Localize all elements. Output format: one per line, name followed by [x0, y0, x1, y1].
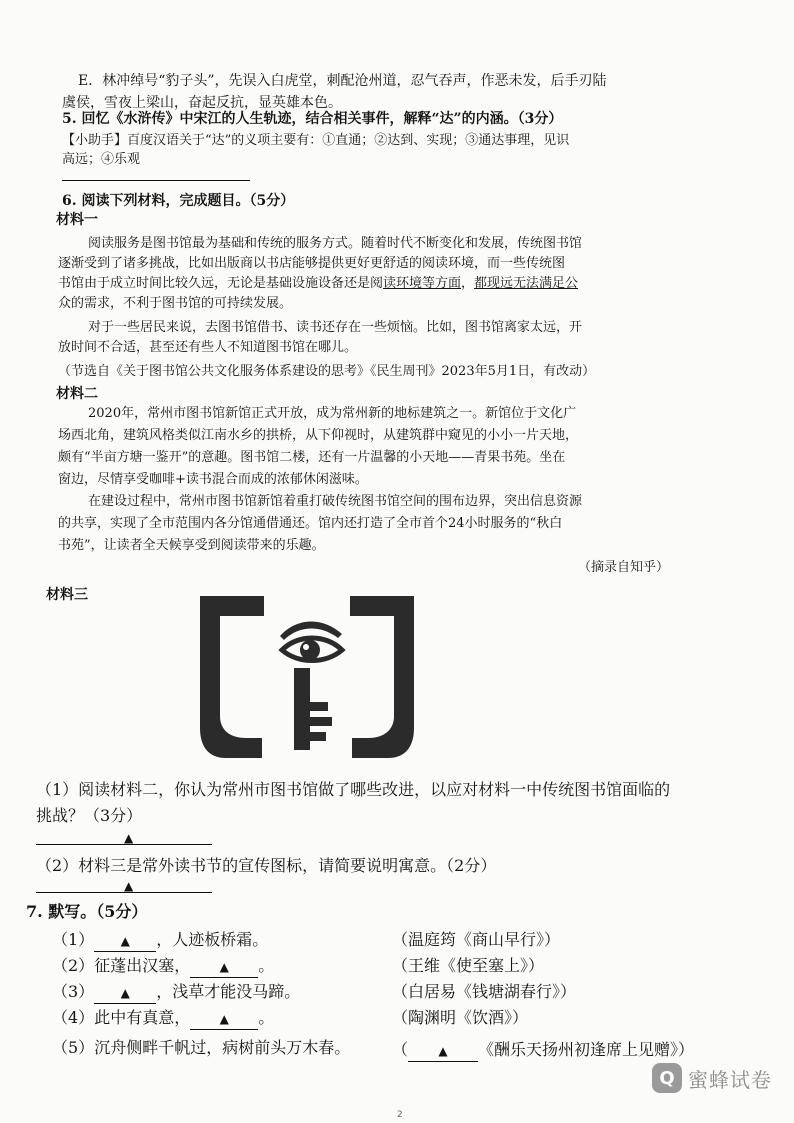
material2-p2-line3: 书苑”，让读者全天候享受到阅读带来的乐趣。 [58, 538, 325, 553]
material3-label: 材料三 [46, 587, 88, 603]
material1-comma: ， [461, 276, 475, 291]
material2-p1-line3: 颇有“半亩方塘一鉴开”的意趣。图书馆二楼，还有一片温馨的小天地——青果书苑。坐在 [58, 450, 566, 465]
q7-item-num: （3） [52, 982, 95, 1001]
q7-item-num: （2） [52, 956, 95, 975]
q7-item-num: （1） [52, 930, 95, 949]
q7-item-punct: 。 [258, 1008, 275, 1027]
q6-sub2: （2）材料三是常外读书节的宣传图标，请简要说明寓意。（2分） [36, 856, 497, 875]
answer-mark-icon: ▲ [124, 831, 134, 845]
material1-p1-line3 [58, 276, 578, 292]
q7-src-title: 《酬乐天扬州初逢席上见赠》） [478, 1040, 695, 1059]
q7-item-1-source: （温庭筠《商山早行》） [392, 930, 561, 949]
answer-mark-icon: ▲ [219, 1012, 229, 1026]
q5-answer-line[interactable] [62, 180, 250, 181]
q6-sub1-line1: （1）阅读材料二，你认为常州市图书馆做了哪些改进，以应对材料一中传统图书馆面临的 [36, 780, 671, 799]
q7-item-3-source: （白居易《钱塘湖春行》） [392, 982, 577, 1001]
reading-festival-logo [196, 590, 418, 762]
material1-p2-line1: 对于一些居民来说，去图书馆借书、读书还存在一些烦恼。比如，图书馆离家太远，开 [88, 320, 583, 335]
material2-p2-line1: 在建设过程中，常州市图书馆新馆着重打破传统图书馆空间的围布边界，突出信息资源 [88, 494, 583, 509]
q6-title: 6. 阅读下列材料，完成题目。（5分） [62, 193, 295, 209]
watermark-logo-icon: Q [652, 1063, 682, 1093]
material1-underline-2: 都现远无法满足公 [474, 276, 579, 291]
material1-p1-line3-a: 书馆由于成立时间比较久远，无论是基础设施设备还是阅 [58, 276, 384, 291]
q7-item-5 [52, 1038, 350, 1058]
material1-p1-line2: 逐渐受到了诸多挑战，比如出版商以书店能够提供更好更舒适的阅读环境，而一些传统图 [58, 256, 566, 271]
q7-item-num: （5） [52, 1038, 95, 1057]
q7-src-paren: （ [392, 1040, 409, 1059]
q7-item-5-source [392, 1040, 694, 1062]
watermark [652, 1063, 772, 1093]
material1-p1-line1: 阅读服务是图书馆最为基础和传统的服务方式。随着时代不断变化和发展，传统图书馆 [88, 236, 583, 251]
option-e-line1: E．林冲绰号“豹子头”，先误入白虎堂，刺配沧州道，忍气吞声，作恶未发，后手刃陆 [78, 73, 607, 89]
logo-svg [196, 590, 418, 762]
q7-item-text: 沉舟侧畔千帆过，病树前头万木春。 [94, 1038, 351, 1057]
fill-blank[interactable] [190, 956, 258, 978]
q7-item-2 [52, 956, 274, 978]
q5-stem: 5. 回忆《水浒传》中宋江的人生轨迹，结合相关事件，解释“达”的内涵。（3分） [62, 111, 563, 127]
material2-p1-line2: 场西北角，建筑风格类似江南水乡的拱桥，从下仰视时，从建筑群中窥见的小小一片天地， [58, 428, 579, 443]
q7-title: 7. 默写。（5分） [26, 902, 148, 921]
q5-help-line2: 高远；④乐观 [62, 152, 141, 167]
fill-blank[interactable] [94, 930, 156, 952]
material2-p1-line1: 2020年，常州市图书馆新馆正式开放，成为常州新的地标建筑之一。新馆位于文化广 [88, 406, 577, 421]
material2-source: （摘录自知乎） [578, 560, 670, 575]
material1-underline-1: 读环境等方面 [383, 276, 462, 291]
material1-p2-line2: 放时间不合适，甚至还有些人不知道图书馆在哪儿。 [58, 340, 358, 355]
q6-sub1-line2: 挑战？（3分） [36, 806, 143, 825]
material1-source: （节选自《关于图书馆公共文化服务体系建设的思考》《民生周刊》2023年5月1日，有改动） [58, 364, 596, 379]
answer-mark-icon: ▲ [120, 986, 130, 1000]
fill-blank[interactable] [408, 1040, 478, 1062]
option-e-line2: 虞侯，雪夜上梁山，奋起反抗，显英雄本色。 [62, 95, 342, 111]
watermark-text: 蜜蜂试卷 [688, 1067, 772, 1092]
material1-p1-line4: 众的需求，不利于图书馆的可持续发展。 [58, 296, 293, 311]
answer-mark-icon: ▲ [438, 1044, 448, 1058]
material2-p1-line4: 窗边，尽情享受咖啡+读书混合而成的浓郁休闲滋味。 [58, 472, 368, 487]
q7-item-punct: 。 [258, 956, 275, 975]
material1-label: 材料一 [56, 212, 98, 228]
q7-item-num: （4） [52, 1008, 95, 1027]
answer-mark-icon: ▲ [219, 960, 229, 974]
fill-blank[interactable] [190, 1008, 258, 1030]
q7-item-text: 征蓬出汉塞， [94, 956, 191, 975]
q7-item-2-source: （王维《使至塞上》） [392, 956, 545, 975]
q7-item-4-source: （陶渊明《饮酒》） [392, 1008, 529, 1027]
q5-help-line1: 【小助手】百度汉语关于“达”的义项主要有：①直通；②达到、实现；③通达事理，见识 [62, 133, 570, 148]
q7-item-4 [52, 1008, 274, 1030]
answer-mark-icon: ▲ [124, 879, 134, 893]
material2-p2-line2: 的共享，实现了全市范围内各分馆通借通还。馆内还打造了全市首个24小时服务的“秋白 [58, 516, 563, 531]
page-number: 2 [397, 1110, 403, 1120]
q7-item-text: ，人迹板桥霜。 [156, 930, 269, 949]
q7-item-3 [52, 982, 300, 1004]
material2-label: 材料二 [56, 386, 98, 402]
q7-item-text: 此中有真意， [94, 1008, 191, 1027]
answer-mark-icon: ▲ [120, 934, 130, 948]
q7-item-text: ，浅草才能没马蹄。 [156, 982, 301, 1001]
fill-blank[interactable] [94, 982, 156, 1004]
q7-item-1 [52, 930, 268, 952]
